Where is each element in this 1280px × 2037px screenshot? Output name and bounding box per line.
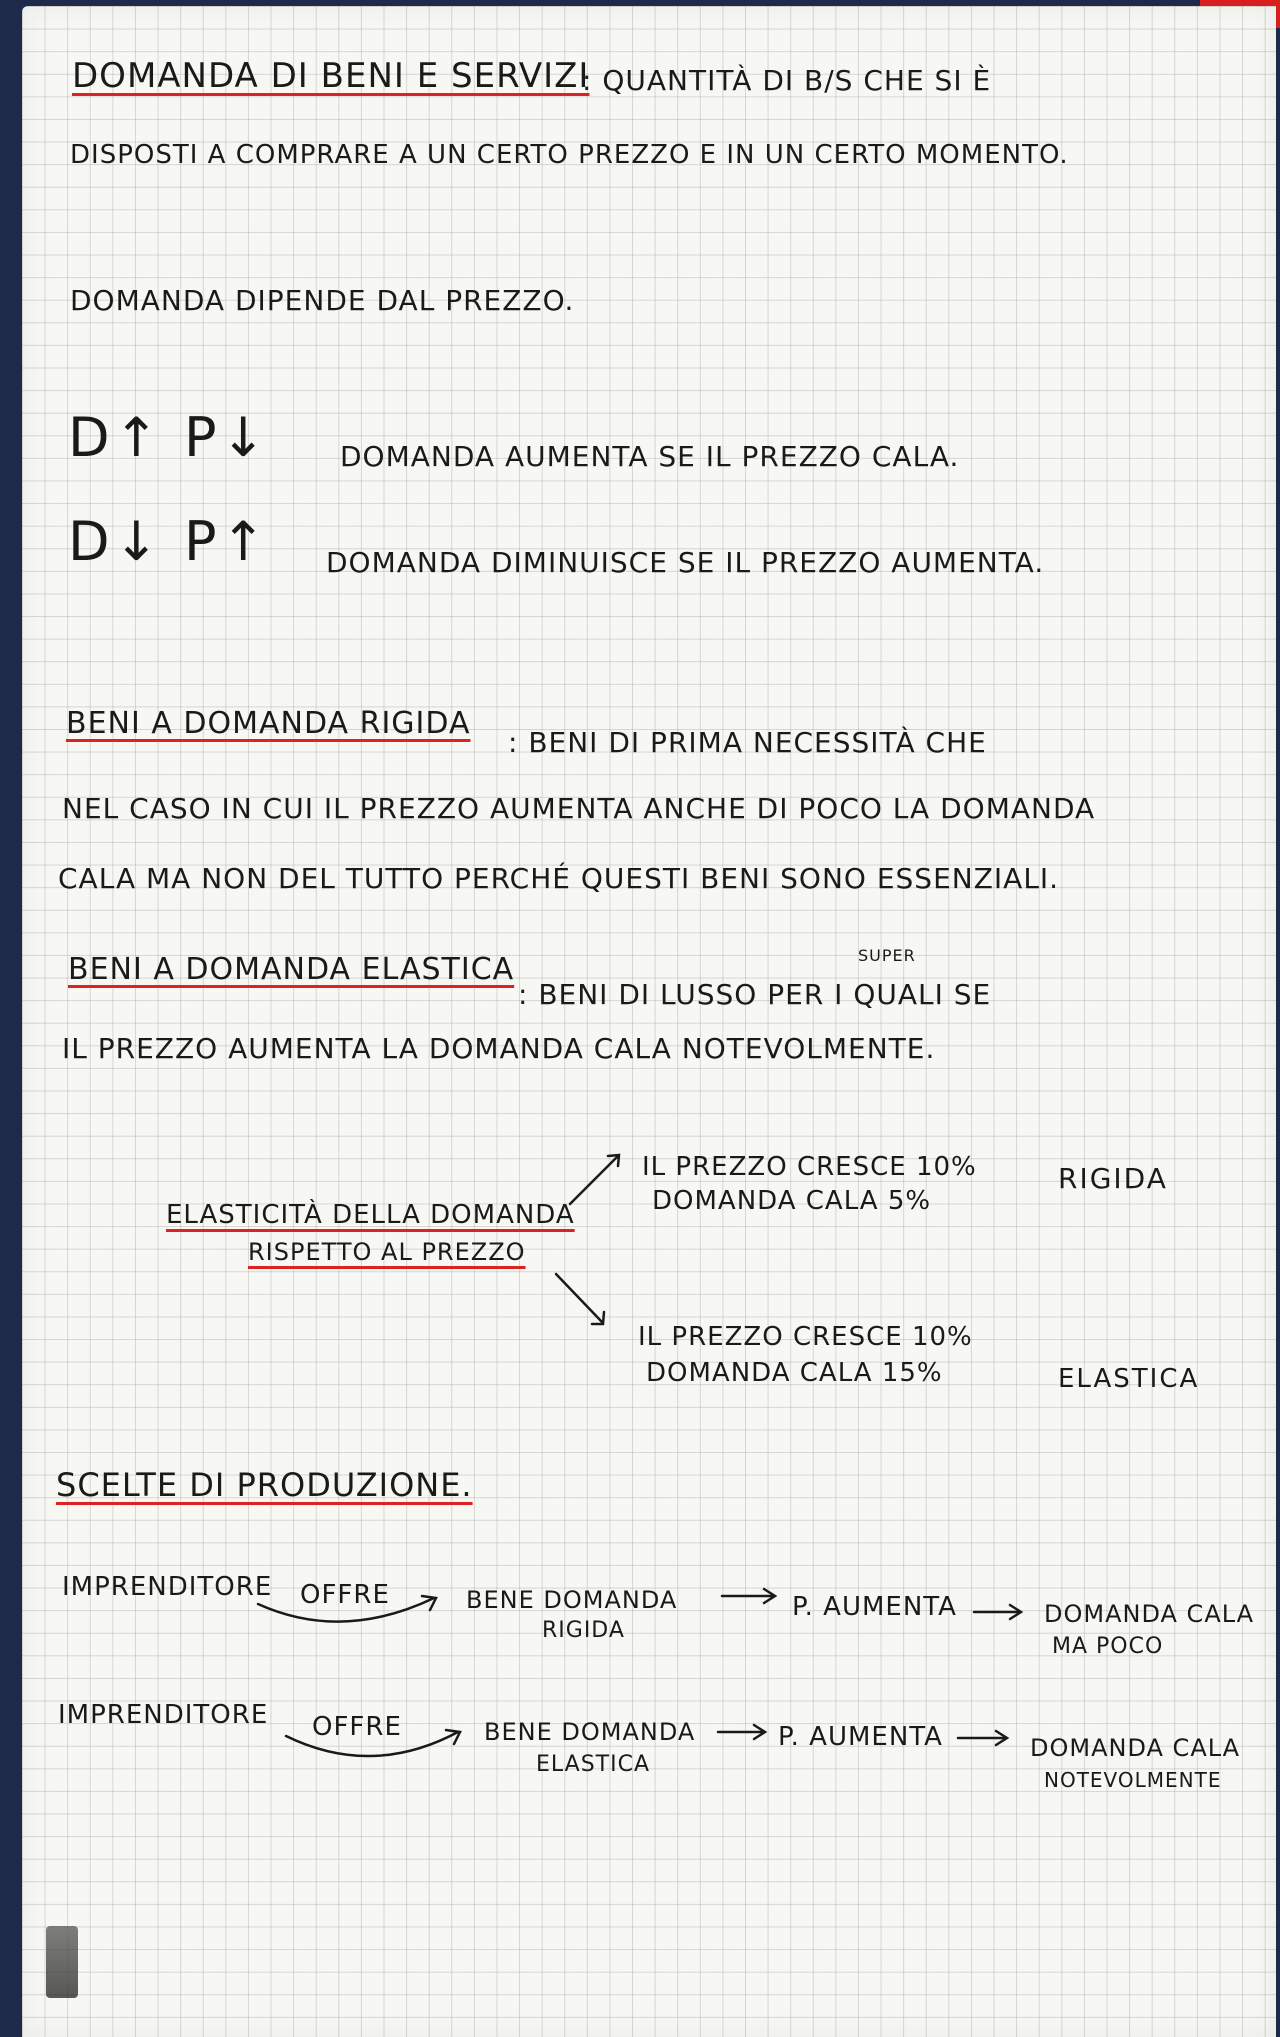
relation-text-2: DOMANDA DIMINUISCE SE IL PREZZO AUMENTA.: [326, 546, 1045, 579]
elastic-goods-term: BENI A DOMANDA ELASTICA: [68, 952, 515, 987]
elasticity-rigid-label: RIGIDA: [1058, 1162, 1168, 1195]
curve-arrow-row2-head: [446, 1730, 460, 1744]
production-row2-result2: NOTEVOLMENTE: [1044, 1768, 1222, 1792]
relation-symbol-1: D↑ P↓: [68, 406, 270, 469]
production-row1-result2: MA POCO: [1052, 1634, 1164, 1659]
arrow-row1-price-head: [764, 1589, 775, 1603]
rigid-goods-line2: NEL CASO IN CUI IL PREZZO AUMENTA ANCHE DI POCO LA DOMANDA: [62, 792, 1096, 825]
curve-arrow-row1-head: [422, 1596, 436, 1610]
notebook-page: [22, 6, 1276, 2037]
rigid-goods-term: BENI A DOMANDA RIGIDA: [66, 706, 471, 741]
elasticity-rigid-line2: DOMANDA CALA 5%: [652, 1186, 932, 1216]
production-row2-good2: ELASTICA: [536, 1752, 651, 1777]
production-row2-good1: BENE DOMANDA: [484, 1718, 696, 1746]
elasticity-title-2: RISPETTO AL PREZZO: [248, 1238, 526, 1266]
elasticity-rigid-line1: IL PREZZO CRESCE 10%: [642, 1152, 977, 1182]
rigid-goods-line3: CALA MA NON DEL TUTTO PERCHÉ QUESTI BENI SONO ESSENZIALI.: [58, 862, 1060, 895]
production-row1-good1: BENE DOMANDA: [466, 1586, 678, 1614]
arrow-down-right-head: [592, 1312, 604, 1324]
rigid-goods-line1: : BENI DI PRIMA NECESSITÀ CHE: [508, 726, 987, 759]
production-row2-actor: IMPRENDITORE: [58, 1700, 269, 1730]
production-row1-actor: IMPRENDITORE: [62, 1572, 273, 1602]
production-row2-price: P. AUMENTA: [778, 1722, 943, 1752]
binder-clip: [46, 1926, 78, 1998]
definition-line2: DISPOSTI A COMPRARE A UN CERTO PREZZO E IN UN CERTO MOMENTO.: [70, 140, 1069, 170]
production-title: SCELTE DI PRODUZIONE.: [56, 1466, 473, 1504]
arrow-down-right: [556, 1274, 602, 1322]
elasticity-elastic-line1: IL PREZZO CRESCE 10%: [638, 1322, 973, 1352]
production-row2-verb: OFFRE: [312, 1712, 402, 1742]
relation-text-1: DOMANDA AUMENTA SE IL PREZZO CALA.: [340, 440, 960, 473]
arrow-row2-result-head: [996, 1731, 1007, 1745]
arrow-up-right-head: [608, 1155, 619, 1166]
elasticity-title-1: ELASTICITÀ DELLA DOMANDA: [166, 1200, 575, 1230]
elastic-goods-superscript: SUPER: [858, 946, 916, 965]
definition-term: DOMANDA DI BENI E SERVIZI: [72, 56, 590, 96]
production-row1-verb: OFFRE: [300, 1580, 390, 1610]
production-row1-price: P. AUMENTA: [792, 1592, 957, 1622]
elasticity-elastic-line2: DOMANDA CALA 15%: [646, 1358, 943, 1388]
arrow-row2-price-head: [754, 1725, 765, 1739]
definition-line1: : QUANTITÀ DI B/S CHE SI È: [582, 64, 992, 97]
dependence-statement: DOMANDA DIPENDE DAL PREZZO.: [70, 284, 575, 317]
elastic-goods-line2: IL PREZZO AUMENTA LA DOMANDA CALA NOTEVOLMENTE.: [62, 1032, 936, 1065]
elasticity-elastic-label: ELASTICA: [1058, 1364, 1200, 1394]
production-row1-result1: DOMANDA CALA: [1044, 1600, 1255, 1628]
arrow-up-right: [570, 1156, 618, 1204]
relation-symbol-2: D↓ P↑: [68, 510, 270, 573]
production-row1-good2: RIGIDA: [542, 1618, 625, 1643]
production-row2-result1: DOMANDA CALA: [1030, 1734, 1241, 1762]
arrow-row1-result-head: [1010, 1605, 1021, 1619]
elastic-goods-line1: : BENI DI LUSSO PER I QUALI SE: [518, 978, 992, 1011]
